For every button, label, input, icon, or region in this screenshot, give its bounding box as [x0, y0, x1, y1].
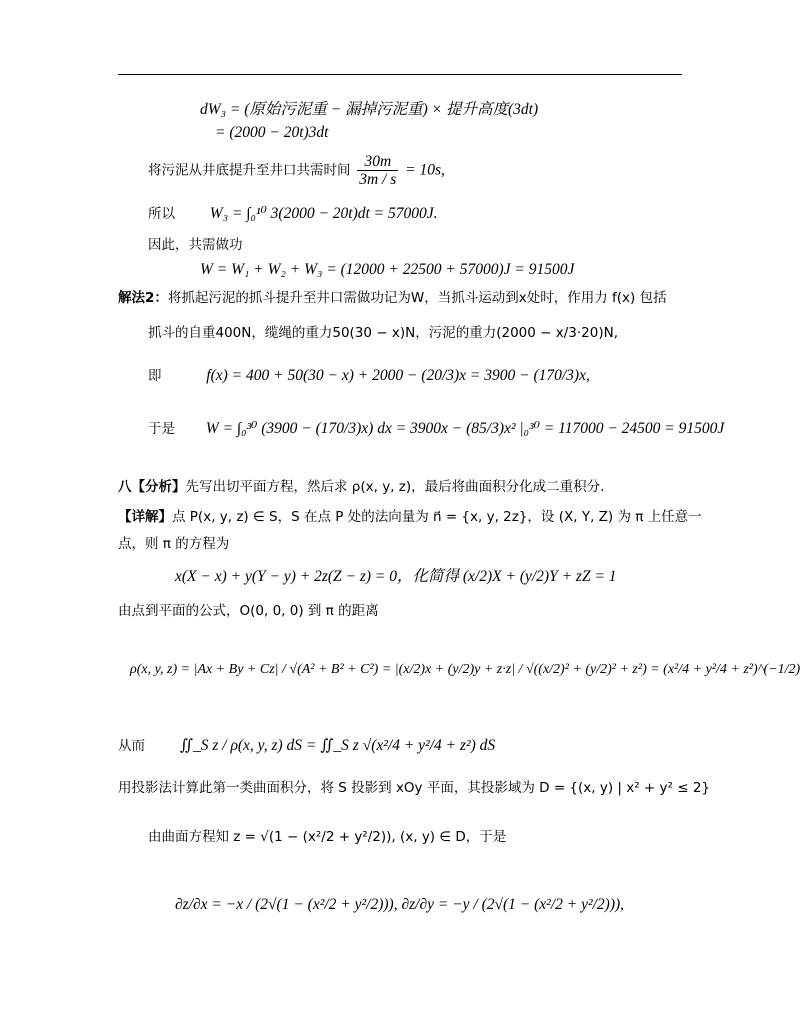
detail-text: 点 P(x, y, z) ∈ S，S 在点 P 处的法向量为 n⃗ = {x, y, 2z}，设 (X, Y, Z) 为 π 上任意一: [172, 509, 702, 525]
time-result: = 10s,: [405, 161, 445, 179]
eq-plane: x(X − x) + y(Y − y) + 2z(Z − z) = 0，化简得 (x/2)X + (y/2)Y + zZ = 1: [175, 568, 617, 585]
work-label: 于是: [148, 421, 175, 437]
section8-text: 先写出切平面方程，然后求 ρ(x, y, z)，最后将曲面积分化成二重积分.: [185, 479, 605, 495]
section8-line: [118, 476, 604, 497]
projection-line: 用投影法计算此第一类曲面积分，将 S 投影到 xOy 平面，其投影域为 D = {(x, y) | x² + y² ≤ 2}: [118, 780, 711, 796]
so-line: [148, 203, 438, 224]
time-line: [148, 153, 445, 188]
distance-intro: 由点到平面的公式，O(0, 0, 0) 到 π 的距离: [118, 603, 379, 619]
method2-label: 解法2：: [118, 290, 168, 306]
hence-label: 从而: [118, 738, 145, 754]
so-label: 所以: [148, 206, 175, 222]
header-rule: [118, 74, 682, 75]
detail-label: 【详解】: [118, 509, 172, 525]
time-fraction: [357, 153, 398, 188]
method2-text: 将抓起污泥的抓斗提升至井口需做功记为W，当抓斗运动到x处时，作用力 f(x) 包括: [167, 290, 667, 306]
work-integral-line: [148, 418, 724, 439]
eq-rho: ρ(x, y, z) = |Ax + By + Cz| / √(A² + B² + C²) = |(x/2)x + (y/2)y + z·z| / √((x/2)² + (y/2)² + z²) = (x²/4 + y²/4 + z²)^(−1/2): [130, 662, 800, 677]
plane-intro: 点，则 π 的方程为: [118, 536, 230, 552]
section8-label: 八【分析】: [118, 479, 186, 495]
eq-dw3: dW₃ = (原始污泥重 − 漏掉污泥重) × 提升高度(3dt): [200, 101, 539, 118]
eq-dw3-cont: = (2000 − 20t)3dt: [215, 124, 329, 141]
fx-label: 即: [148, 368, 162, 384]
eq-partials: ∂z/∂x = −x / (2√(1 − (x²/2 + y²/2))), ∂z/∂y = −y / (2√(1 − (x²/2 + y²/2))),: [175, 896, 625, 913]
eq-total-work: W = W₁ + W₂ + W₃ = (12000 + 22500 + 57000)J = 91500J: [200, 261, 575, 278]
forces-line: 抓斗的自重400N，缆绳的重力50(30 − x)N，污泥的重力(2000 − x/3·20)N,: [148, 325, 619, 341]
therefore-line: 因此，共需做功: [148, 237, 243, 253]
time-numerator: 30m: [357, 153, 398, 171]
eq-fx: f(x) = 400 + 50(30 − x) + 2000 − (20/3)x = 3900 − (170/3)x,: [206, 367, 590, 384]
fx-line: [148, 365, 590, 386]
hence-line: [118, 735, 495, 756]
detail-line: [118, 506, 702, 527]
method2-line: [118, 287, 667, 308]
time-text: 将污泥从井底提升至井口共需时间: [148, 162, 351, 179]
eq-surface-integral: ∬_S z / ρ(x, y, z) dS = ∬_S z √(x²/4 + y²/4 + z²) dS: [179, 737, 496, 754]
eq-w3: W₃ = ∫₀¹⁰ 3(2000 − 20t)dt = 57000J.: [209, 205, 438, 222]
surface-eq-line: 由曲面方程知 z = √(1 − (x²/2 + y²/2)), (x, y) ∈ D，于是: [148, 829, 507, 845]
time-denominator: 3m / s: [359, 171, 397, 188]
eq-work-integral: W = ∫₀³⁰ (3900 − (170/3)x) dx = 3900x − (85/3)x² |₀³⁰ = 117000 − 24500 = 91500J: [205, 420, 725, 437]
